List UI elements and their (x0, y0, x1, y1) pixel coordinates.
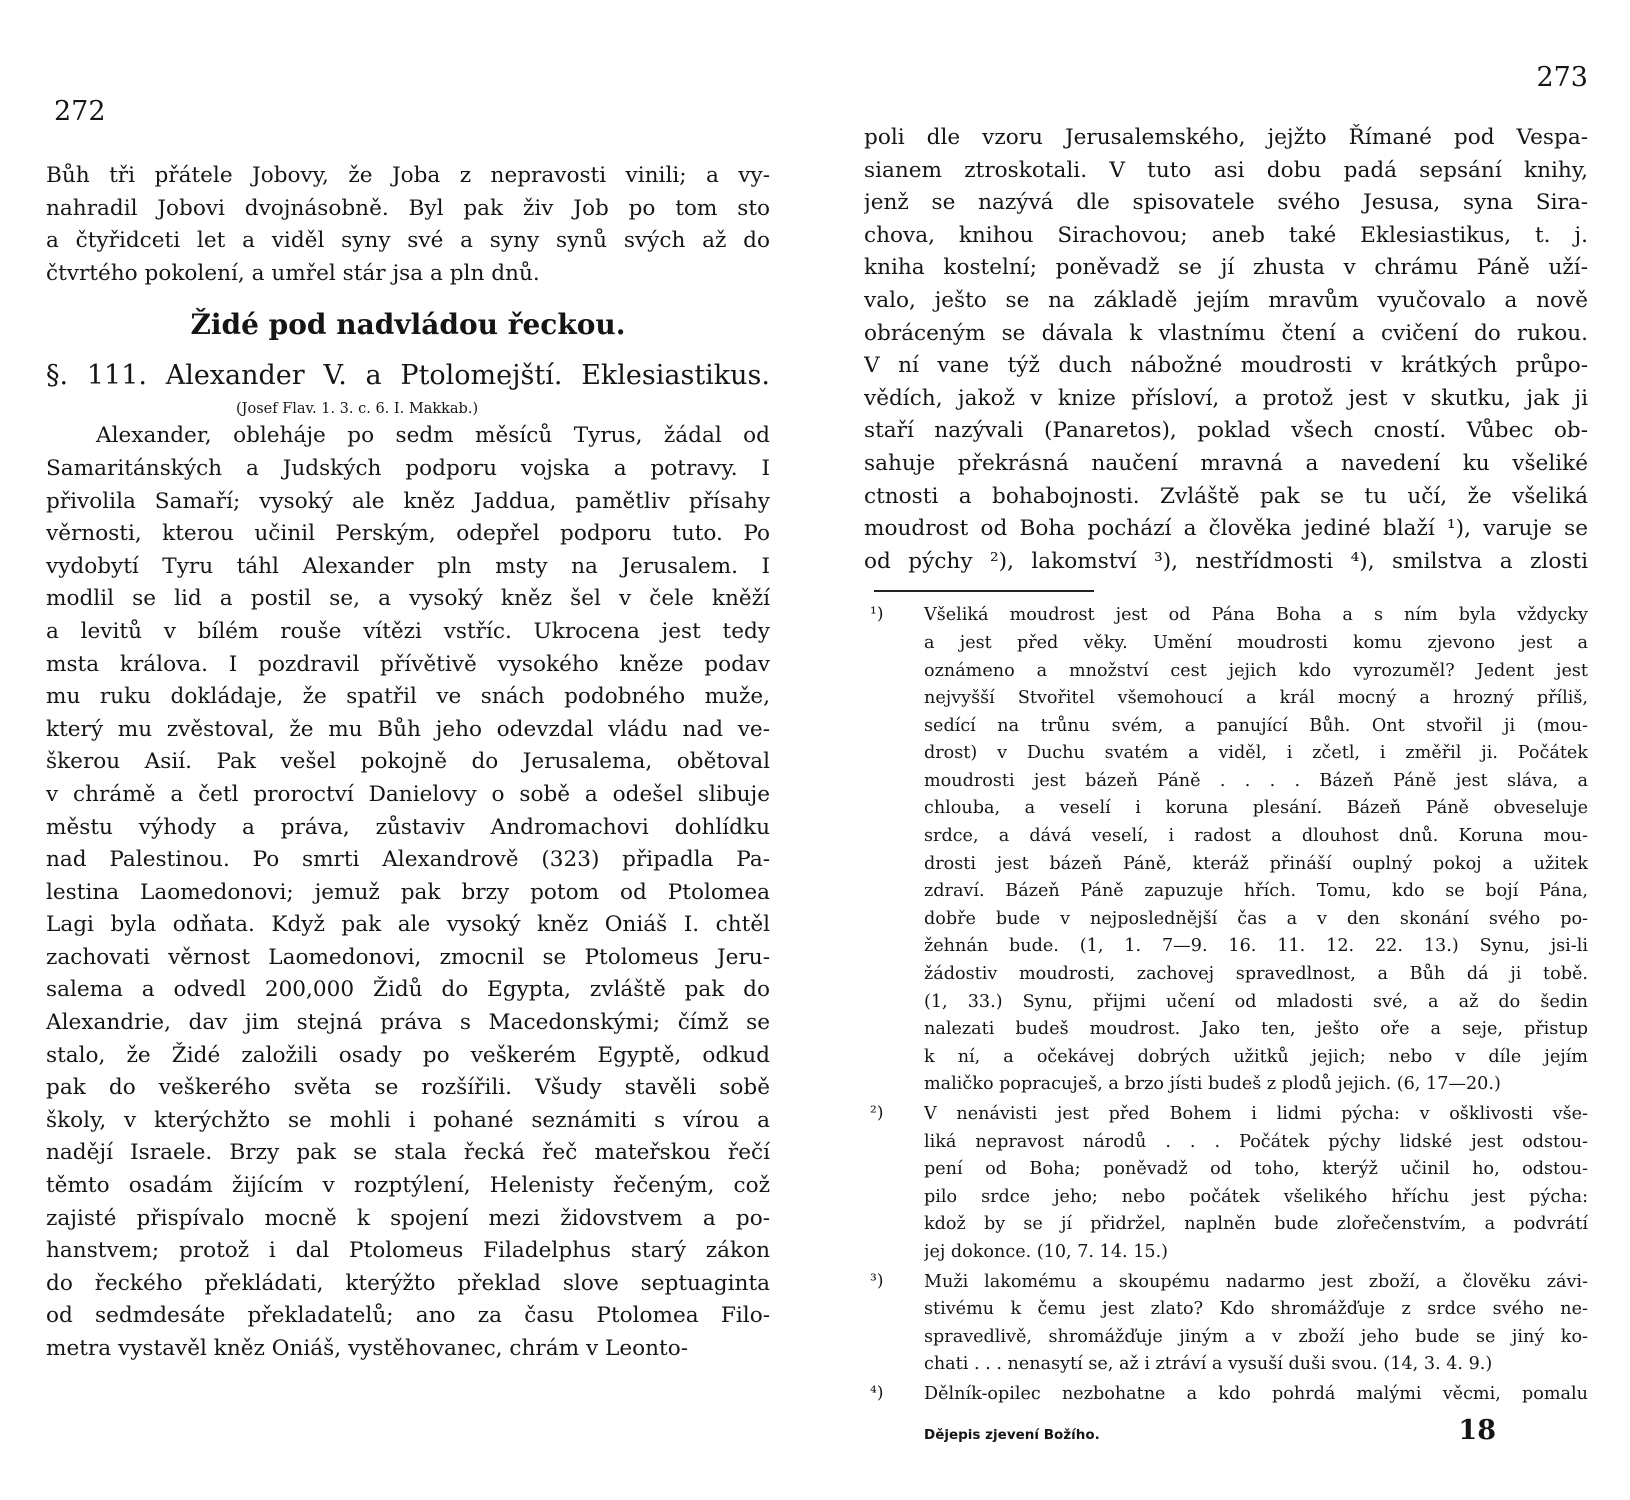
text-line: V ní vane týž duch nábožné moudrosti v krátkých průpo- (864, 353, 1588, 379)
signature-mark: 18 (1458, 1415, 1496, 1446)
text-line: liká nepravost národů . . . Počátek pýchy lidské jest odstou- (924, 1131, 1588, 1152)
text-line: nahradil Jobovi dvojnásobně. Byl pak živ Job po tom sto (46, 195, 770, 221)
footnote-marker: ³) (870, 1270, 884, 1291)
text-line: moudrost od Boha pochází a člověka jediné blaží ¹), varuje se (864, 516, 1588, 542)
source-note: (Josef Flav. 1. 3. c. 6. I. Makkab.) (236, 401, 479, 418)
text-line: věrnosti, kterou učinil Perským, odepřel podporu tuto. Po (46, 521, 770, 547)
footnote-marker: ¹) (870, 604, 884, 625)
text-line: a levitů v bílém rouše vítězi vstříc. Ukrocena jest tedy (46, 618, 770, 644)
text-line: žádostiv moudrosti, zachovej spravedlnost, a Bůh dá ji tobě. (924, 964, 1588, 985)
text-line: maličko popracuješ, a brzo jísti budeš z plodů jejich. (6, 17—20.) (924, 1074, 1501, 1095)
footnote-marker: ⁴) (870, 1382, 884, 1403)
text-line: žehnán bude. (1, 1. 7—9. 16. 11. 12. 22. 13.) Synu, jsi-li (924, 936, 1588, 957)
text-line: městu výhody a práva, zůstaviv Andromachovi dohlídku (46, 814, 770, 840)
text-line: k ní, a očekávej dobrých užitků jejich; nebo v díle jejím (924, 1046, 1588, 1067)
text-line: nalezati budeš moudrost. Jako ten, ješto oře a seje, přistup (924, 1019, 1588, 1040)
footnote (864, 1269, 1588, 1379)
text-line: školy, v kterýchžto se mohli i pohané seznámiti s vírou a (46, 1107, 770, 1133)
continued-paragraph (864, 122, 1588, 578)
text-line: hanstvem; protož i dal Ptolomeus Filadelphus starý zákon (46, 1238, 770, 1264)
text-line: Samaritánských a Judských podporu vojska a potravy. I (46, 455, 770, 481)
footnotes (864, 602, 1588, 1408)
text-line: vědích, jakož v knize přísloví, a protož jest v skutku, jak ji (864, 385, 1588, 411)
text-line: jenž se nazývá dle spisovatele svého Jesusa, syna Sira- (864, 190, 1588, 216)
text-line: stalo, že Židé založili osady po veškerém Egyptě, odkud (46, 1042, 770, 1068)
text-line: drosti jest bázeň Páně, kteráž přináší ouplný pokoj a užitek (924, 853, 1588, 874)
footnote-divider (874, 590, 1094, 592)
text-line: kdož by se jí přidržel, naplněn bude zlořečenstvím, a podvrátí (924, 1214, 1588, 1235)
left-text-column (46, 160, 770, 1366)
text-line: chati . . . nenasytí se, až i ztráví a vysuší duši svou. (14, 3. 4. 9.) (924, 1354, 1493, 1375)
text-line: (1, 33.) Synu, přijmi učení od mladosti své, a až do šedin (924, 991, 1588, 1012)
text-line: v chrámě a četl proroctví Danielovy o sobě a odešel slibuje (46, 781, 770, 807)
book-title-footer: Dějepis zjevení Božího. (924, 1427, 1100, 1443)
section-body (46, 420, 770, 1365)
text-line: Bůh tři přátele Jobovy, že Joba z nepravosti vinili; a vy- (46, 163, 770, 188)
text-line: Lagi byla odňata. Když pak ale vysoký kněz Oniáš I. chtěl (46, 912, 770, 938)
text-line: nejvyšší Stvořitel všemohoucí a král mocný a hrozný příliš, (924, 688, 1588, 709)
text-line: který mu zvěstoval, že mu Bůh jeho odevzdal vládu nad ve- (46, 716, 770, 742)
text-line: stivému k čemu jest zlato? Kdo shromážďuje z srdce svého ne- (924, 1299, 1588, 1320)
text-line: škerou Asií. Pak vešel pokojně do Jerusalema, obětoval (46, 749, 770, 775)
text-line: staří nazývali (Panaretos), poklad všech cností. Vůbec ob- (864, 418, 1588, 444)
text-line: od pýchy ²), lakomství ³), nestřídmosti ⁴), smilstva a zlosti (864, 548, 1588, 574)
text-line: V nenávisti jest před Bohem i lidmi pýcha: v ošklivosti vše- (924, 1104, 1588, 1124)
footnote (864, 602, 1588, 1099)
page-number-right: 273 (1536, 62, 1588, 93)
section-title: §. 111. Alexander V. a Ptolomejští. Eklesiastikus. (46, 360, 770, 392)
text-line: metra vystavěl kněz Oniáš, vystěhovanec, chrám v Leonto- (46, 1336, 689, 1361)
text-line: lestina Laomedonovi; jemuž pak brzy potom od Ptolomea (46, 879, 770, 905)
text-line: obráceným se dávala k vlastnímu čtení a cvičení do rukou. (864, 320, 1588, 346)
text-line: Všeliká moudrost jest od Pána Boha a s ním byla vždycky (924, 605, 1588, 626)
text-line: pilo srdce jeho; nebo počátek všelikého hříchu jest pýcha: (924, 1186, 1588, 1207)
text-line: zdraví. Bázeň Páně zapuzuje hřích. Tomu, kdo se bojí Pána, (924, 881, 1588, 902)
text-line: vydobytí Tyru táhl Alexander pln msty na Jerusalem. I (46, 553, 770, 579)
text-line: jej dokonce. (10, 7. 14. 15.) (924, 1241, 1169, 1262)
text-line: těmto osadám žijícím v rozptýlení, Helenisty řečeným, což (46, 1173, 770, 1199)
text-line: Muži lakomému a skoupému nadarmo jest zboží, a člověku závi- (924, 1271, 1588, 1292)
text-line: a jest před věky. Umění moudrosti komu zjevono jest a (924, 632, 1588, 653)
text-line: přivolila Samaří; vysoký ale kněz Jaddua, pamětliv přísahy (46, 488, 770, 514)
text-line: mu ruku dokládaje, že spatřil ve snách podobného muže, (46, 684, 770, 710)
text-line: oznámeno a množství cest jejich kdo vyrozuměl? Jedent jest (924, 660, 1588, 681)
text-line: sedící na trůnu svém, a panující Bůh. Ont stvořil ji (mou- (924, 715, 1588, 736)
text-line: do řeckého překládati, kterýžto překlad slove septuaginta (46, 1270, 770, 1296)
text-line: poli dle vzoru Jerusalemského, jejžto Římané pod Vespa- (864, 125, 1588, 150)
text-line: Alexander, obleháje po sedm měsíců Tyrus, žádal od (96, 423, 770, 449)
text-line: čtvrtého pokolení, a umřel stár jsa a pln dnů. (46, 260, 540, 286)
text-line: ctnosti a bohabojnosti. Zvláště pak se tu učí, že všeliká (864, 483, 1588, 509)
text-line: nadějí Israele. Brzy pak se stala řecká řeč mateřskou řečí (46, 1140, 770, 1166)
chapter-heading: Židé pod nadvládou řeckou. (190, 308, 626, 342)
page-footer (924, 1415, 1588, 1455)
text-line: spravedlivě, shromážďuje jiným a v zboží jeho bude se jiný ko- (924, 1326, 1588, 1347)
footnote (864, 1101, 1588, 1267)
text-line: pení od Boha; poněvadž od toho, kterýž učinil ho, odstou- (924, 1159, 1588, 1180)
right-text-column (864, 122, 1588, 1411)
text-line: chova, knihou Sirachovou; aneb také Eklesiastikus, t. j. (864, 222, 1588, 248)
text-line: Dělník-opilec nezbohatne a kdo pohrdá malými věcmi, pomalu (924, 1383, 1588, 1404)
text-line: pak do veškerého světa se rozšířili. Všudy stavěli sobě (46, 1075, 770, 1101)
text-line: zajisté přispívalo mocně k spojení mezi židovstvem a po- (46, 1205, 770, 1231)
text-line: moudrosti jest bázeň Páně . . . . Bázeň Páně jest sláva, a (924, 770, 1588, 791)
text-line: zachovati věrnost Laomedonovi, zmocnil se Ptolomeus Jeru- (46, 944, 770, 970)
text-line: od sedmdesáte překladatelů; ano za času Ptolomea Filo- (46, 1303, 770, 1329)
text-line: sianem ztroskotali. V tuto asi dobu padá sepsání knihy, (864, 157, 1588, 183)
text-line: a čtyřidceti let a viděl syny své a syny synů svých až do (46, 228, 770, 254)
text-line: chlouba, a veselí i koruna plesání. Bázeň Páně obveseluje (924, 798, 1588, 819)
text-line: kniha kostelní; poněvadž se jí zhusta v chrámu Páně uží- (864, 255, 1588, 281)
text-line: sahuje překrásná naučení mravná a navedení ku všeliké (864, 450, 1588, 476)
footnote-marker: ²) (870, 1103, 884, 1123)
text-line: dobře bude v nejposlednější čas a v den skonání svého po- (924, 908, 1588, 929)
text-line: msta králova. I pozdravil přívětivě vysokého kněze podav (46, 651, 770, 677)
text-line: srdce, a dává veselí, i radost a dlouhost dnů. Koruna mou- (924, 826, 1588, 847)
text-line: Alexandrie, dav jim stejná práva s Macedonskými; čímž se (46, 1010, 770, 1036)
text-line: nad Palestinou. Po smrti Alexandrově (323) připadla Pa- (46, 847, 770, 873)
page-number-left: 272 (54, 96, 106, 127)
intro-paragraph (46, 160, 770, 290)
text-line: drost) v Duchu svatém a viděl, i zčetl, i změřil ji. Počátek (924, 743, 1588, 764)
text-line: modlil se lid a postil se, a vysoký kněz šel v čele kněží (46, 586, 770, 612)
text-line: salema a odvedl 200,000 Židů do Egypta, zvláště pak do (46, 977, 770, 1003)
text-line: valo, ješto se na základě jejím mravům vyučovalo a nově (864, 287, 1588, 313)
footnote (864, 1381, 1588, 1409)
